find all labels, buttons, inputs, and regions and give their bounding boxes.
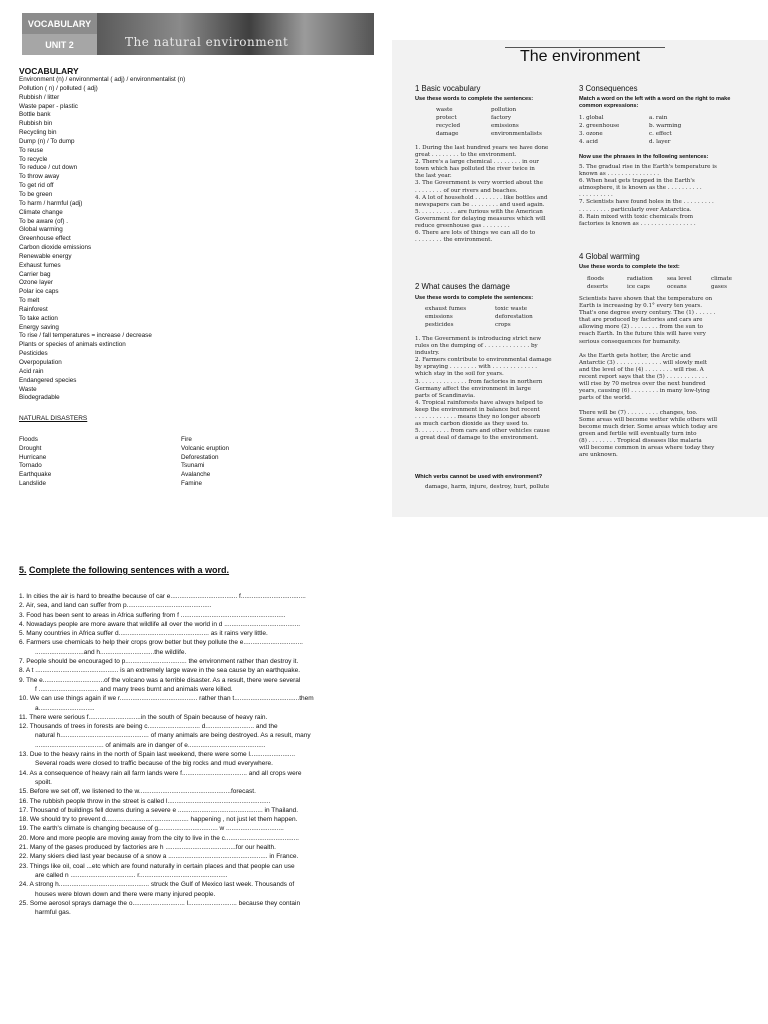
section-1-sentences	[415, 145, 575, 244]
sentence-line: 8. Rain mixed with toxic chemicals from	[579, 213, 694, 220]
natural-disasters-heading: NATURAL DISASTERS	[19, 415, 88, 422]
sentence-line: industry.	[415, 350, 440, 357]
disaster-item: Avalanche	[181, 471, 211, 479]
exercise-line: 20. More and more people are moving away from the city to live in the c.........................................	[19, 834, 299, 842]
sentence-line: as much carbon dioxide as they used to.	[415, 421, 529, 428]
word-box-item: recycled	[436, 123, 461, 129]
sentence-line: . . . . . . . . . particularly over Antarctica.	[579, 206, 692, 213]
word-box-item: climate	[711, 276, 732, 282]
sentence-line: 4. A lot of household . . . . . . . . like bottles and	[415, 194, 548, 201]
word-box-item: crops	[495, 322, 511, 328]
word-box-item: emissions	[425, 314, 453, 320]
vocabulary-item: Overpopulation	[19, 359, 62, 366]
sentence-line: 5. . . . . . . . . from cars and other vehicles cause	[415, 428, 550, 435]
exercise-line: 14. As a consequence of heavy rain all farm lands were f.................................... and all crops were	[19, 769, 302, 777]
text-line: Earth is increasing by 0.1° every ten years.	[579, 303, 703, 310]
disaster-item: Landslide	[19, 479, 46, 487]
word-box-item: protect	[436, 115, 457, 121]
environment-panel	[392, 40, 768, 517]
disaster-item: Volcanic eruption	[181, 444, 229, 452]
word-box-item: oceans	[667, 284, 687, 290]
text-line: As the Earth gets hotter, the Arctic and	[579, 352, 691, 359]
sentence-line: parts of Scandinavia.	[415, 392, 475, 399]
text-line	[579, 402, 759, 409]
sentence-line: rules on the dumping of . . . . . . . . . . . . . by	[415, 343, 538, 350]
text-line: green and fertile will eventually turn into	[579, 430, 697, 437]
exercise-line: 7. People should be encouraged to p.................................. the environment rather than destroy it.	[19, 658, 299, 666]
section-1-heading: 1 Basic vocabulary	[415, 84, 481, 93]
vocabulary-item: Polar ice caps	[19, 288, 59, 296]
vocabulary-item: Pollution ( n) / polluted ( adj)	[19, 84, 98, 92]
vocabulary-item: Endangered species	[19, 376, 77, 384]
text-line: reach Earth. In the future this will have very	[579, 331, 706, 338]
match-item: a. rain	[649, 115, 668, 121]
exercise-line: ...........................and h..............................the wildlife.	[35, 648, 187, 656]
word-box-item: deserts	[587, 284, 608, 290]
disasters-column-2	[181, 436, 229, 489]
sentence-line: known as . . . . . . . . . . . . . . .	[579, 171, 660, 178]
exercise-line: ...................................... of animals are in danger of e...........................................	[35, 741, 266, 749]
text-line: that are produced by factories and cars are	[579, 317, 703, 324]
vocabulary-item: Rubbish bin	[19, 120, 53, 128]
sentence-line: factories is known as . . . . . . . . . . . . . . . .	[579, 220, 696, 227]
exercise-line: Several roads were closed to traffic because of the big rocks and mud everywhere.	[35, 760, 273, 768]
vocabulary-item: Waste paper - plastic	[19, 102, 78, 110]
word-box-item: toxic waste	[495, 306, 528, 312]
vocabulary-item: Waste	[19, 385, 37, 393]
word-box-item: ice caps	[627, 284, 650, 290]
vocabulary-item: Rainforest	[19, 305, 48, 313]
vocabulary-list	[19, 76, 349, 403]
sentence-line: reduce greenhouse gas . . . . . . . .	[415, 223, 510, 230]
disaster-item: Tsunami	[181, 462, 205, 470]
vocabulary-item: Plants or species of animals extinction	[19, 341, 126, 349]
word-box-item: radiation	[627, 276, 653, 282]
text-line: and the level of the (4) . . . . . . . . will rise. A	[579, 366, 704, 373]
vocabulary-item: Pesticides	[19, 350, 48, 358]
exercise-line: 21. Many of the gases produced by factories are h .......................................for our health.	[19, 844, 276, 852]
section-4-instruction: Use these words to complete the text:	[579, 264, 680, 270]
exercise-sentences	[19, 592, 389, 917]
text-line: allowing more (2) . . . . . . . . from the sun to	[579, 324, 704, 331]
vocabulary-item: Dump (n) / To dump	[19, 137, 75, 145]
vocabulary-item: Exhaust fumes	[19, 261, 61, 269]
sentence-line: . . . . . . . . the environment.	[415, 237, 493, 244]
section-1-word-box	[436, 106, 561, 138]
word-box-item: emissions	[491, 123, 519, 129]
exercise-line: 6. Farmers use chemicals to help their crops grow better but they pollute the e.................................	[19, 639, 303, 647]
disaster-item: Tornado	[19, 462, 42, 470]
sentence-line: 6. When heat gets trapped in the Earth's	[579, 178, 695, 185]
text-line: parts of the world.	[579, 395, 632, 402]
word-box-item: sea level	[667, 276, 692, 282]
word-box-item: environmentalists	[491, 131, 542, 137]
vocabulary-item: Carrier bag	[19, 270, 51, 278]
exercise-line: 24. A strong h.................................................. struck the Gulf of Mexico last week. Thousands of	[19, 881, 295, 889]
exercise-line: 22. Many skiers died last year because of a snow a ....................................................... in France.	[19, 853, 299, 861]
sentence-line: . . . . . . . . . . . . means they no longer absorb	[415, 414, 541, 421]
exercise-line: 18. We should try to prevent d.............................................. happening , not just let them happen.	[19, 816, 298, 824]
sentence-line: 5. The gradual rise in the Earth's temperature is	[579, 164, 717, 170]
exercise-line: 19. The earth's climate is changing because of g................................. w ................................	[19, 825, 284, 833]
text-line: serious consequences for humanity.	[579, 338, 681, 345]
disaster-item: Fire	[181, 436, 192, 443]
exercise-line: harmful gas.	[35, 909, 71, 917]
sentence-line: town which has polluted the river twice in	[415, 166, 535, 173]
sentence-line: great . . . . . . . . to the environment.	[415, 152, 517, 159]
word-box-item: exhaust fumes	[425, 306, 467, 312]
vocabulary-item: Acid rain	[19, 367, 44, 375]
exercise-heading	[19, 565, 229, 575]
exercise-line: 8. A t .............................................. is an extremely large wave in the sea cause by an earthquake.	[19, 667, 301, 675]
exercise-line: 10. We can use things again if we r........................................... rather than t....................................them	[19, 695, 314, 703]
word-box-item: pesticides	[425, 322, 454, 328]
match-item: 4. acid	[579, 139, 598, 145]
vocabulary-item: Rubbish / litter	[19, 93, 60, 101]
vocabulary-item: To take action	[19, 314, 58, 322]
vocabulary-item: Climate change	[19, 208, 63, 216]
section-4-word-box	[587, 275, 751, 291]
vocabulary-item: Renewable energy	[19, 252, 72, 260]
disaster-item: Famine	[181, 479, 202, 487]
section-4-text	[579, 296, 759, 459]
exercise-line: 5. Many countries in Africa suffer d.................................................. as it rains very little.	[19, 630, 268, 638]
disaster-item: Deforestation	[181, 453, 219, 461]
exercise-line: are called n .................................... r.................................................	[35, 871, 228, 879]
section-2-question: Which verbs cannot be used with environment?	[415, 474, 543, 480]
vocabulary-item: Recycling bin	[19, 129, 57, 137]
sentence-line: keep the environment in balance but recent	[415, 406, 540, 413]
exercise-line: natural h................................................. of many animals are being destroyed. As a result, many	[35, 732, 311, 740]
vocabulary-item: Global warming	[19, 226, 63, 234]
exercise-line: 9. The e..................................of the volcano was a terrible disaster. As a result, there were several	[19, 676, 301, 684]
sentence-line: 7. Scientists have found holes in the . . . . . . . . .	[579, 199, 714, 206]
banner-title: The natural environment	[125, 35, 289, 49]
match-item: 1. global	[579, 115, 604, 121]
vocabulary-heading: VOCABULARY	[19, 66, 79, 76]
word-box-item: gases	[711, 284, 727, 290]
text-line: Antarctic (3) . . . . . . . . . . . . . will slowly melt	[579, 359, 708, 366]
vocabulary-item: To get rid off	[19, 182, 54, 190]
exercise-line: f ................................. and many trees burnt and animals were killed.	[35, 685, 233, 693]
section-3-heading: 3 Consequences	[579, 84, 638, 93]
section-2-sentences	[415, 336, 585, 442]
sentence-line: 2. There's a large chemical . . . . . . . . in our	[415, 159, 539, 166]
vocabulary-item: To recycle	[19, 155, 48, 163]
vocabulary-item: To be aware (of) .	[19, 217, 68, 225]
section-2-instruction: Use these words to complete the sentences:	[415, 295, 534, 301]
disaster-item: Floods	[19, 436, 38, 443]
vocabulary-item: Energy saving	[19, 323, 59, 331]
text-line: Scientists have shown that the temperature on	[579, 296, 713, 302]
sentence-line: 4. Tropical rainforests have always helped to	[415, 399, 543, 406]
vocabulary-item: Carbon dioxide emissions	[19, 244, 92, 252]
section-2-word-box	[425, 305, 565, 329]
text-line	[579, 346, 759, 353]
banner-label-vocabulary: VOCABULARY	[22, 13, 97, 34]
sentence-line: by spraying . . . . . . . . with . . . . . . . . . . . . .	[415, 364, 537, 371]
disaster-item: Earthquake	[19, 471, 52, 479]
sentence-line: the last year.	[415, 173, 452, 180]
match-item: d. layer	[649, 139, 671, 145]
text-line: will become common in areas where today they	[579, 444, 715, 451]
sentence-line: 2. Farmers contribute to environmental damage	[415, 357, 552, 364]
section-3-match-pairs	[579, 114, 719, 146]
exercise-line: 16. The rubbish people throw in the street is called l.........................................................	[19, 797, 271, 805]
sentence-line: 1. The Government is introducing strict new	[415, 336, 541, 342]
section-3-instruction-2: Now use the phrases in the following sentences:	[579, 154, 709, 160]
exercise-line: 15. Before we set off, we listened to the w...................................................forecast.	[19, 788, 256, 796]
exercise-line: 3. Food has been sent to areas in Africa suffering from f ..........................................................	[19, 611, 286, 619]
section-2-heading: 2 What causes the damage	[415, 282, 510, 291]
vocabulary-item: To harm / harmful (adj)	[19, 199, 83, 207]
exercise-line: 12. Thousands of trees in forests are being c............................. d........................... and the	[19, 723, 278, 731]
section-3-instruction: Match a word on the left with a word on the right to make common expressions:	[579, 96, 731, 109]
match-item: b. warming	[649, 123, 682, 129]
sentence-line: a great deal of damage to the environment.	[415, 435, 539, 442]
exercise-line: 23. Things like oil, coal ...etc which are found naturally in certain places and that people can use	[19, 862, 295, 870]
vocabulary-item: Biodegradable	[19, 394, 60, 402]
vocabulary-item: To reduce / cut down	[19, 164, 78, 172]
text-line: (8) . . . . . . . . Tropical diseases like malaria	[579, 437, 702, 444]
text-line: become much drier. Some areas which today are	[579, 423, 718, 430]
exercise-line: 4. Nowadays people are more aware that wildlife all over the world in d ..........................................	[19, 620, 301, 628]
match-item: 2. greenhouse	[579, 123, 620, 129]
word-box-item: deforestation	[495, 314, 533, 320]
vocabulary-item: To reuse	[19, 146, 44, 154]
disaster-item: Hurricane	[19, 453, 47, 461]
exercise-line: 17. Thousand of buildings fell downs during a severe e ............................................... in Thailand.	[19, 806, 299, 814]
section-3-sentences	[579, 164, 759, 228]
sentence-line: atmosphere, it is known as the . . . . . . . . . .	[579, 185, 702, 192]
exercise-title: Complete the following sentences with a word.	[29, 565, 230, 575]
exercise-line: a...............................	[35, 704, 95, 712]
vocabulary-item: To rise / fall temperatures = increase / decrease	[19, 332, 152, 340]
word-box-item: waste	[436, 107, 453, 113]
exercise-line: houses were blown down and there were many injured people.	[35, 890, 216, 898]
vocabulary-item: Greenhouse effect	[19, 235, 71, 243]
sentence-line: Government for delaying measures which will	[415, 215, 546, 222]
sentence-line: 1. During the last hundred years we have done	[415, 145, 549, 151]
word-box-item: factory	[491, 115, 511, 121]
vocabulary-item: To throw away	[19, 173, 60, 181]
exercise-line: 25. Some aerosol sprays damage the o............................. l........................... because they contain	[19, 899, 301, 907]
exercise-line: spoilt.	[35, 778, 52, 786]
word-box-item: floods	[587, 276, 604, 282]
exercise-line: 2. Air, sea, and land can suffer from p...............................................	[19, 602, 212, 610]
vocabulary-item: Environment (n) / environmental ( adj) / environmentalist (n)	[19, 76, 186, 83]
exercise-line: 13. Due to the heavy rains in the north of Spain last weekend, there were some l.........................	[19, 751, 296, 759]
sentence-line: . . . . . . . . of our rivers and beaches.	[415, 187, 518, 194]
word-box-item: pollution	[491, 107, 517, 113]
sentence-line: . . . . . . . . . .	[579, 192, 613, 199]
disasters-column-1	[19, 436, 51, 489]
section-1-instruction: Use these words to complete the sentences:	[415, 96, 534, 102]
banner-label-unit: UNIT 2	[22, 34, 97, 55]
vocabulary-item: Bottle bank	[19, 111, 51, 119]
sentence-line: newspapers can be . . . . . . . . and used again.	[415, 201, 545, 208]
sentence-line: 3. The Government is very worried about the	[415, 180, 543, 187]
text-line: years, causing (6) . . . . . . . . in many low-lying	[579, 388, 710, 395]
disaster-item: Drought	[19, 444, 42, 452]
vocabulary-item: To melt	[19, 297, 40, 305]
sentence-line: which stay in the soil for years.	[415, 371, 504, 378]
sentence-line: 5. . . . . . . . . . . are furious with the American	[415, 208, 543, 215]
sentence-line: 6. There are lots of things we can all do to	[415, 230, 536, 237]
section-4-heading: 4 Global warming	[579, 252, 640, 261]
exercise-line: 1. In cities the air is hard to breathe because of car e..................................... f....................................	[19, 593, 306, 600]
text-line: There will be (7) . . . . . . . . . changes, too.	[579, 409, 698, 416]
exercise-line: 11. There were serious f.............................in the south of Spain because of heavy rain.	[19, 713, 268, 721]
match-item: c. effect	[649, 131, 672, 137]
exercise-number: 5.	[19, 565, 27, 575]
sentence-line: Germany affect the environment in large	[415, 385, 531, 392]
unit-banner	[22, 13, 374, 55]
section-2-verbs: damage, harm, injure, destroy, hurt, pollute	[425, 484, 550, 490]
vocabulary-item: Ozone layer	[19, 279, 53, 287]
sentence-line: 3. . . . . . . . . . . . . . from factories in northern	[415, 378, 543, 385]
panel-title: The environment	[520, 48, 641, 65]
match-item: 3. ozone	[579, 131, 603, 137]
word-box-item: damage	[436, 131, 459, 137]
text-line: will rise by 70 metres over the next hundred	[579, 381, 706, 388]
text-line: That's one degree every century. The (1) . . . . . .	[579, 310, 716, 317]
text-line: are unknown.	[579, 452, 618, 459]
text-line: Some areas will become wetter while others will	[579, 416, 718, 423]
vocabulary-item: To be green	[19, 190, 53, 198]
text-line: recent report says that the (5) . . . . . . . . . . . .	[579, 374, 708, 381]
